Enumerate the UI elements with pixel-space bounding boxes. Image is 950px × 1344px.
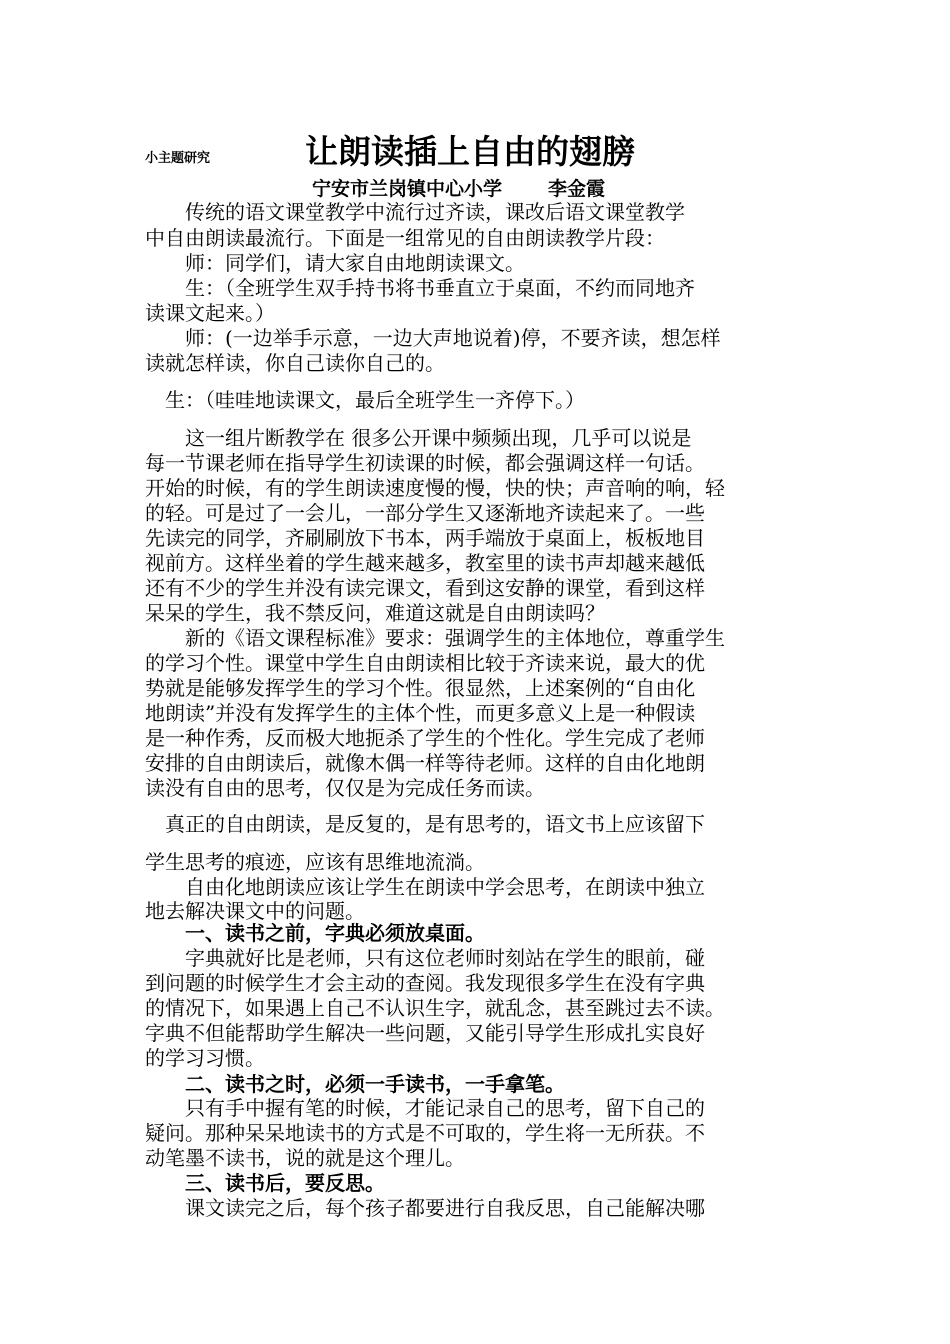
text-line: 读就怎样读，你自己读你自己的。 bbox=[145, 351, 445, 375]
section-heading: 二、读书之时，必须一手读书，一手拿笔。 bbox=[145, 1072, 565, 1096]
text-line: 疑问。那种呆呆地读书的方式是不可取的，学生将一无所获。不 bbox=[145, 1121, 705, 1145]
text-line: 字典不但能帮助学生解决一些问题，又能引导学生形成扎实良好 bbox=[145, 1021, 705, 1045]
text-line: 新的《语文课程标准》要求：强调学生的主体地位，尊重学生 bbox=[145, 626, 725, 650]
text-line: 的学习个性。课堂中学生自由朗读相比较于齐读来说，最大的优 bbox=[145, 651, 705, 675]
text-line: 的学习习惯。 bbox=[145, 1046, 265, 1070]
section-heading: 一、读书之前，字典必须放桌面。 bbox=[145, 921, 485, 945]
text-line: 势就是能够发挥学生的学习个性。很显然，上述案例的“自由化 bbox=[145, 676, 696, 700]
text-line: 传统的语文课堂教学中流行过齐读，课改后语文课堂教学 bbox=[145, 200, 685, 224]
text-line: 字典就好比是老师，只有这位老师时刻站在学生的眼前，碰 bbox=[145, 946, 705, 970]
topic-tag: 小主题研究 bbox=[145, 151, 211, 166]
text-line: 生：（哇哇地读课文，最后全班学生一齐停下。） bbox=[145, 388, 585, 412]
text-line: 生：（全班学生双手持书将书垂直立于桌面，不约而同地齐 bbox=[145, 276, 695, 300]
text-line: 先读完的同学，齐刷刷放下书本，两手端放于桌面上，板板地目 bbox=[145, 526, 705, 550]
text-line: 每一节课老师在指导学生初读课的时候，都会强调这样一句话。 bbox=[145, 451, 705, 475]
text-line: 真正的自由朗读，是反复的，是有思考的，语文书上应该留下 bbox=[145, 812, 705, 836]
section-heading: 三、读书后，要反思。 bbox=[145, 1171, 385, 1195]
article-title: 让朗读插上自由的翅膀 bbox=[305, 132, 635, 171]
text-line: 地朗读”并没有发挥学生的主体个性，而更多意义上是一种假读 bbox=[145, 701, 696, 725]
text-line: 视前方。这样坐着的学生越来越多，教室里的读书声却越来越低 bbox=[145, 551, 705, 575]
text-line: 师：(一边举手示意，一边大声地说着)停，不要齐读，想怎样 bbox=[145, 326, 721, 350]
text-line: 自由化地朗读应该让学生在朗读中学会思考，在朗读中独立 bbox=[145, 875, 705, 899]
text-line: 读没有自由的思考，仅仅是为完成任务而读。 bbox=[145, 776, 545, 800]
text-line: 只有手中握有笔的时候，才能记录自己的思考，留下自己的 bbox=[145, 1096, 705, 1120]
text-line: 还有不少的学生并没有读完课文，看到这安静的课堂，看到这样 bbox=[145, 576, 705, 600]
text-line: 读课文起来。） bbox=[145, 301, 275, 325]
byline bbox=[312, 174, 605, 201]
text-line: 开始的时候，有的学生朗读速度慢的慢，快的快；声音响的响，轻 bbox=[145, 476, 725, 500]
text-line: 安排的自由朗读后，就像木偶一样等待老师。这样的自由化地朗 bbox=[145, 751, 705, 775]
text-line: 呆呆的学生，我不禁反问，难道这就是自由朗读吗？ bbox=[145, 601, 605, 625]
text-line: 地去解决课文中的问题。 bbox=[145, 899, 365, 923]
text-line: 学生思考的痕迹，应该有思维地流淌。 bbox=[145, 850, 485, 874]
text-line: 的情况下，如果遇上自己不认识生字，就乱念，甚至跳过去不读。 bbox=[145, 996, 725, 1020]
author-name: 李金霞 bbox=[548, 178, 606, 200]
text-line: 到问题的时候学生才会主动的查阅。我发现很多学生在没有字典 bbox=[145, 971, 705, 995]
text-line: 动笔墨不读书，说的就是这个理儿。 bbox=[145, 1146, 465, 1170]
school-name: 宁安市兰岗镇中心小学 bbox=[312, 178, 503, 200]
text-line: 师：同学们，请大家自由地朗读课文。 bbox=[145, 251, 525, 275]
text-line: 中自由朗读最流行。下面是一组常见的自由朗读教学片段： bbox=[145, 226, 665, 250]
text-line: 这一组片断教学在 很多公开课中频频出现，几乎可以说是 bbox=[145, 426, 692, 450]
text-line: 课文读完之后，每个孩子都要进行自我反思，自己能解决哪 bbox=[145, 1196, 705, 1220]
text-line: 的轻。可是过了一会儿，一部分学生又逐渐地齐读起来了。一些 bbox=[145, 501, 705, 525]
text-line: 是一种作秀，反而极大地扼杀了学生的个性化。学生完成了老师 bbox=[145, 726, 705, 750]
